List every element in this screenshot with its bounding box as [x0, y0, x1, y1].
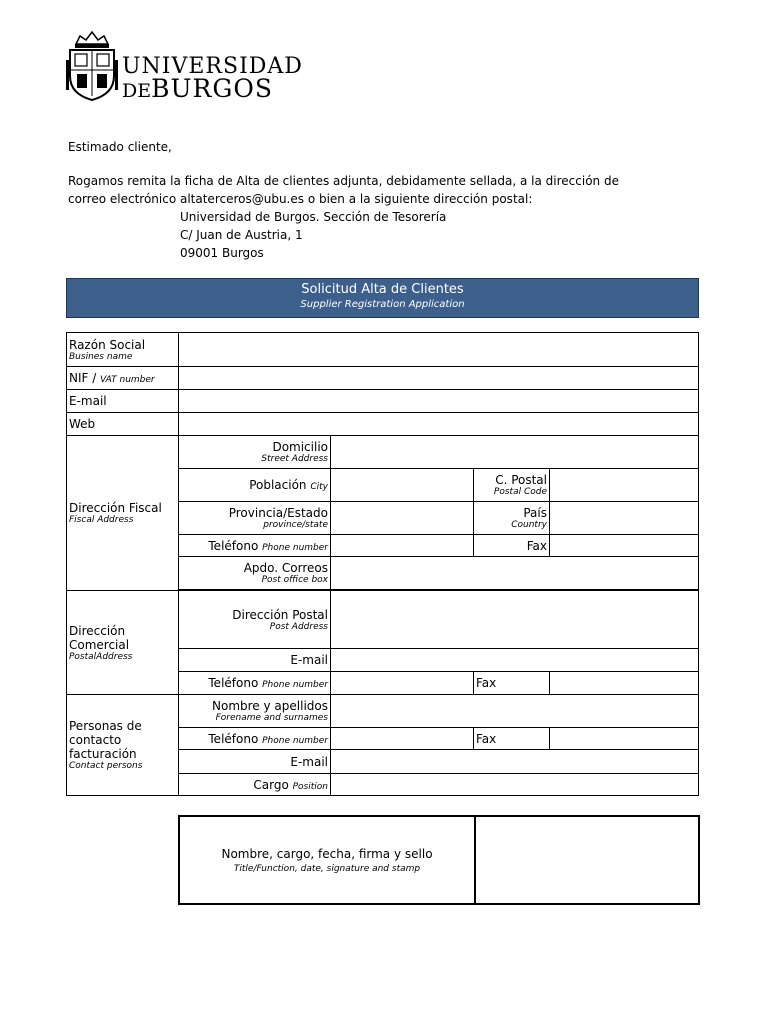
- nombre-label: Nombre y apellidos Forename and surnames: [179, 695, 331, 728]
- poblacion-label: Población City: [179, 469, 331, 502]
- provincia-field[interactable]: [331, 502, 474, 535]
- razon-social-field[interactable]: [179, 333, 699, 367]
- pais-label: País Country: [474, 502, 550, 535]
- personas-contacto-label: Personas de contacto facturación Contact persons: [67, 695, 179, 796]
- cpostal-field[interactable]: [550, 469, 699, 502]
- registration-form: [66, 332, 699, 796]
- telefono-comercial-field[interactable]: [331, 672, 474, 695]
- signature-label-en: Title/Function, date, signature and stamp: [233, 863, 421, 874]
- domicilio-label: Domicilio Street Address: [179, 436, 331, 469]
- telefono-comercial-label: Teléfono Phone number: [179, 672, 331, 695]
- cpostal-label: C. Postal Postal Code: [474, 469, 550, 502]
- pais-field[interactable]: [550, 502, 699, 535]
- university-logo: [66, 30, 306, 102]
- university-crest-icon: [66, 30, 118, 102]
- fax-comercial-label: Fax: [474, 672, 550, 695]
- signature-label: Nombre, cargo, fecha, firma y sello: [221, 846, 433, 861]
- email-field[interactable]: [179, 390, 699, 413]
- email-comercial-label: E-mail: [179, 649, 331, 672]
- email-label: E-mail: [67, 390, 179, 413]
- telefono-contacto-field[interactable]: [331, 728, 474, 750]
- fax-comercial-field[interactable]: [550, 672, 699, 695]
- email-contacto-label: E-mail: [179, 750, 331, 774]
- direccion-comercial-label: Dirección Comercial PostalAddress: [67, 591, 179, 695]
- apdo-label: Apdo. Correos Post office box: [179, 557, 331, 590]
- web-field[interactable]: [179, 413, 699, 436]
- cargo-field[interactable]: [331, 774, 699, 796]
- razon-social-label: Razón Social Busines name: [67, 333, 179, 367]
- form-title-banner: [66, 278, 699, 318]
- telefono-contacto-label: Teléfono Phone number: [179, 728, 331, 750]
- address-line2: C/ Juan de Austria, 1: [180, 228, 303, 242]
- domicilio-field[interactable]: [331, 436, 699, 469]
- web-label: Web: [67, 413, 179, 436]
- signature-stamp-field[interactable]: [475, 816, 699, 904]
- address-line3: 09001 Burgos: [180, 246, 264, 260]
- apdo-field[interactable]: [331, 557, 699, 590]
- provincia-label: Provincia/Estado province/state: [179, 502, 331, 535]
- telefono-fiscal-label: Teléfono Phone number: [179, 535, 331, 557]
- fax-fiscal-field[interactable]: [550, 535, 699, 557]
- telefono-fiscal-field[interactable]: [331, 535, 474, 557]
- signature-label-cell: [179, 816, 475, 904]
- direccion-postal-field[interactable]: [331, 591, 699, 649]
- greeting: Estimado cliente,: [68, 140, 172, 154]
- fax-contacto-label: Fax: [474, 728, 550, 750]
- address-line1: Universidad de Burgos. Sección de Tesorería: [180, 210, 447, 224]
- cargo-label: Cargo Position: [179, 774, 331, 796]
- direccion-fiscal-label: Dirección Fiscal Fiscal Address: [67, 436, 179, 591]
- email-comercial-field[interactable]: [331, 649, 699, 672]
- logo-line2: [122, 74, 273, 103]
- nombre-field[interactable]: [331, 695, 699, 728]
- fax-fiscal-label: Fax: [474, 535, 550, 557]
- nif-label: NIF / VAT number: [67, 367, 179, 390]
- form-title: Solicitud Alta de Clientes: [301, 282, 464, 297]
- fax-contacto-field[interactable]: [550, 728, 699, 750]
- form-subtitle: Supplier Registration Application: [300, 299, 465, 310]
- signature-box: [178, 815, 700, 905]
- logo-line1: UNIVERSIDAD: [122, 54, 303, 79]
- direccion-postal-label: Dirección Postal Post Address: [179, 591, 331, 649]
- poblacion-field[interactable]: [331, 469, 474, 502]
- logo-line2-main: BURGOS: [151, 74, 273, 103]
- logo-line2-prefix: DE: [122, 80, 152, 102]
- email-contacto-field[interactable]: [331, 750, 699, 774]
- intro-paragraph-line2: correo electrónico altaterceros@ubu.es o bien a la siguiente dirección postal:: [68, 192, 533, 206]
- nif-field[interactable]: [179, 367, 699, 390]
- intro-paragraph-line1: Rogamos remita la ficha de Alta de clientes adjunta, debidamente sellada, a la dirección de: [68, 174, 619, 188]
